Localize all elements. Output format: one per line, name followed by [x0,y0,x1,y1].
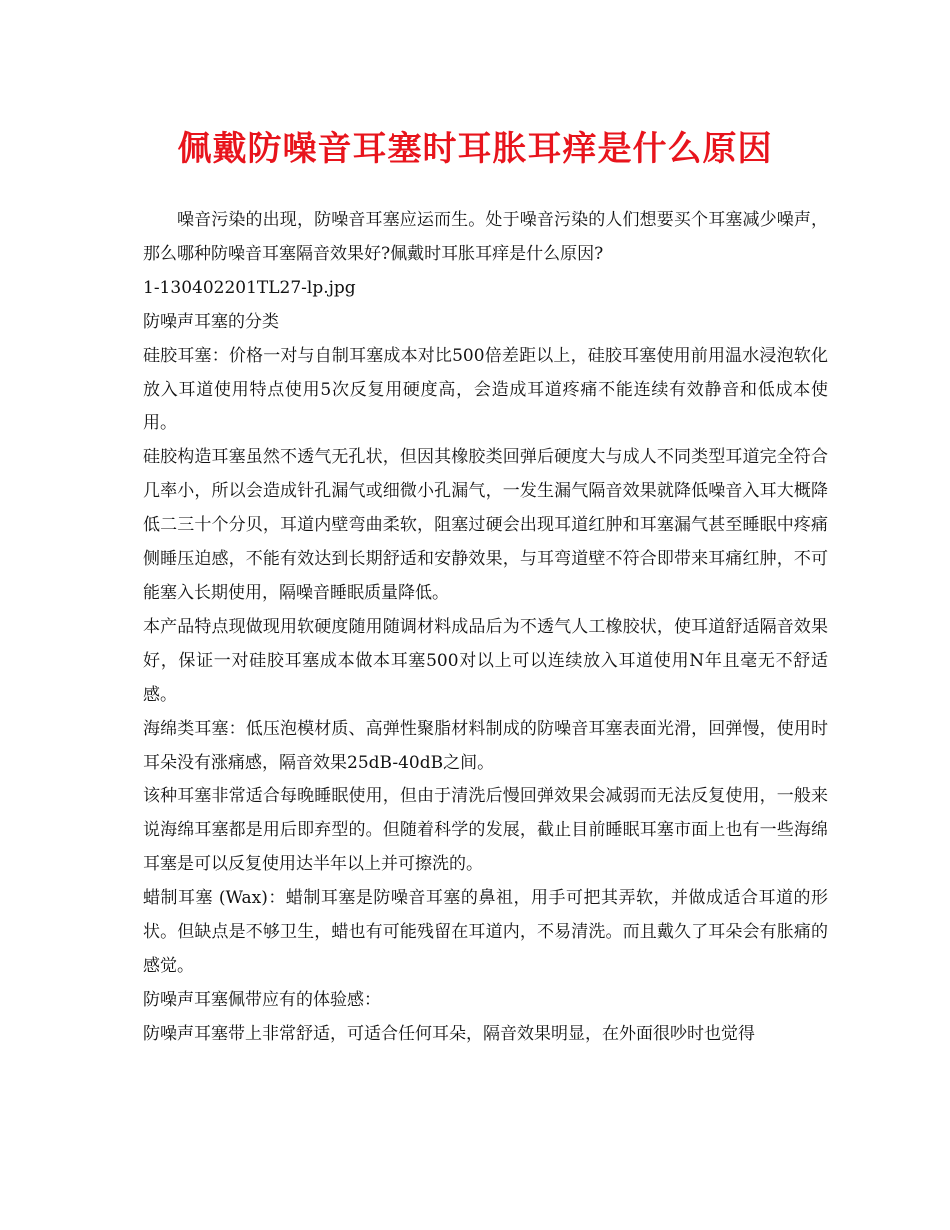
paragraph-foam-usage: 该种耳塞非常适合每晚睡眠使用，但由于清洗后慢回弹效果会减弱而无法反复使用，一般来说海绵耳塞都是用后即弃型的。但随着科学的发展，截止目前睡眠耳塞市面上也有一些海绵耳塞是可以反复使用达半年以上并可擦洗的。 [143,786,828,875]
document-body [143,204,828,1052]
intro-paragraph: 噪音污染的出现，防噪音耳塞应运而生。处于噪音污染的人们想要买个耳塞减少噪声，那么哪种防噪音耳塞隔音效果好?佩戴时耳胀耳痒是什么原因? [143,210,828,264]
section-heading-classification: 防噪声耳塞的分类 [143,311,279,332]
paragraph-silicone-earplugs: 硅胶耳塞：价格一对与自制耳塞成本对比500倍差距以上，硅胶耳塞使用前用温水浸泡软化放入耳道使用特点使用5次反复用硬度高，会造成耳道疼痛不能连续有效静音和低成本使用。 [143,345,828,434]
paragraph-product-features: 本产品特点现做现用软硬度随用随调材料成品后为不透气人工橡胶状，使耳道舒适隔音效果好，保证一对硅胶耳塞成本做本耳塞500对以上可以连续放入耳道使用N年且毫无不舒适感。 [143,616,828,705]
paragraph-wax-earplugs: 蜡制耳塞 (Wax)：蜡制耳塞是防噪音耳塞的鼻祖，用手可把其弄软，并做成适合耳道的形状。但缺点是不够卫生，蜡也有可能残留在耳道内，不易清洗。而且戴久了耳朵会有胀痛的感觉。 [143,888,828,976]
paragraph-experience: 防噪声耳塞带上非常舒适，可适合任何耳朵，隔音效果明显，在外面很吵时也觉得 [143,1023,755,1044]
section-heading-experience: 防噪声耳塞佩带应有的体验感： [143,989,381,1010]
paragraph-foam-earplugs: 海绵类耳塞：低压泡模材质、高弹性聚脂材料制成的防噪音耳塞表面光滑，回弹慢，使用时耳朵没有涨痛感，隔音效果25dB-40dB之间。 [143,718,828,773]
image-filename-text: 1-130402201TL27-lp.jpg [143,277,356,298]
paragraph-silicone-structure: 硅胶构造耳塞虽然不透气无孔状，但因其橡胶类回弹后硬度大与成人不同类型耳道完全符合几率小，所以会造成针孔漏气或细微小孔漏气，一发生漏气隔音效果就降低噪音入耳大概降低二三十个分贝，耳道内壁弯曲柔软，阻塞过硬会出现耳道红肿和耳塞漏气甚至睡眠中疼痛侧睡压迫感，不能有效达到长期舒适和安静效果，与耳弯道壁不符合即带来耳痛红肿，不可能塞入长期使用，隔噪音睡眠质量降低。 [143,447,828,603]
document-title: 佩戴防噪音耳塞时耳胀耳痒是什么原因 [177,129,773,169]
